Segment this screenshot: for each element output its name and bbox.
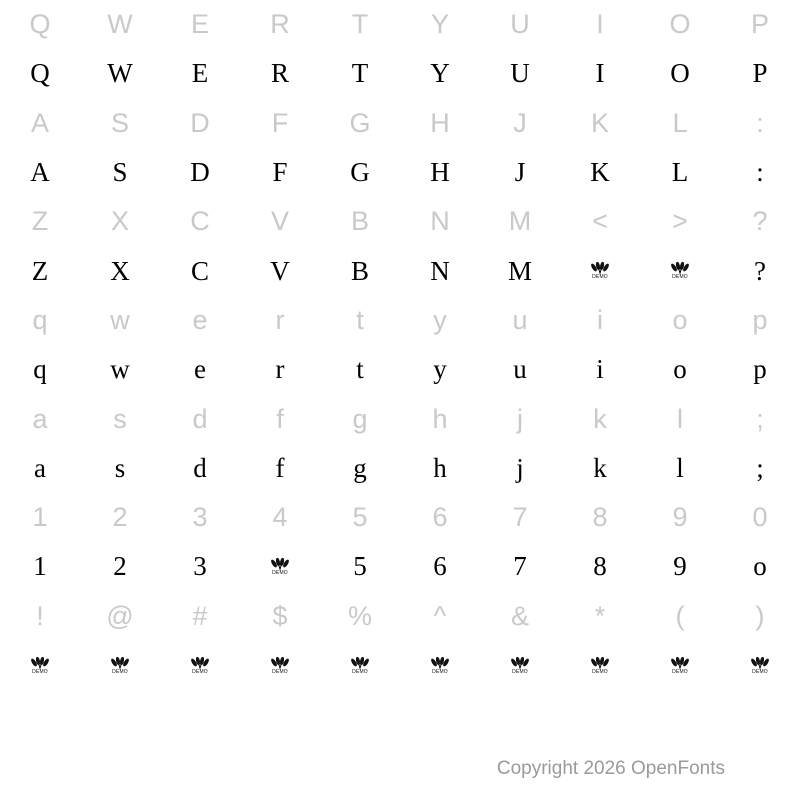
key-label-H: H	[430, 107, 450, 138]
glyph-sample-W: W	[107, 58, 133, 89]
key-label-#: #	[192, 600, 208, 631]
key-label-;: ;	[756, 403, 764, 434]
key-label-d: d	[192, 403, 208, 434]
key-label-(: (	[675, 600, 685, 631]
key-label-S: S	[110, 107, 129, 138]
glyph-sample-S: S	[112, 157, 128, 188]
demo-label: DEMO	[272, 570, 288, 577]
key-label->: >	[672, 206, 688, 237]
key-label-W: W	[107, 9, 133, 40]
glyph-sample-B: B	[350, 255, 369, 286]
glyph-sample-6: 6	[433, 551, 447, 582]
glyph-sample-R: R	[270, 58, 289, 89]
glyph-sample-s: s	[114, 452, 126, 483]
key-label-1: 1	[32, 502, 48, 533]
glyph-sample-E: E	[191, 58, 209, 89]
glyph-sample-y: y	[433, 354, 447, 385]
key-label-j: j	[517, 403, 523, 434]
glyph-sample-U: U	[510, 58, 530, 89]
key-label-y: y	[433, 304, 447, 335]
key-label-$: $	[272, 600, 288, 631]
key-label-?: ?	[752, 206, 768, 237]
demo-label: DEMO	[672, 274, 688, 281]
glyph-sample-G: G	[350, 157, 370, 188]
key-label-G: G	[349, 107, 371, 138]
key-label-X: X	[110, 206, 129, 237]
glyph-placeholder-demo	[560, 258, 640, 285]
glyph-sample-J: J	[514, 157, 526, 188]
glyph-sample-V: V	[270, 255, 290, 286]
key-label-u: u	[512, 304, 528, 335]
glyph-sample-7: 7	[513, 551, 527, 582]
key-label-K: K	[590, 107, 609, 138]
key-label-^: ^	[433, 600, 447, 631]
key-label-&: &	[510, 600, 529, 631]
key-label-l: l	[677, 403, 683, 434]
glyph-sample-?: ?	[754, 255, 766, 286]
key-label-h: h	[432, 403, 448, 434]
glyph-sample-a: a	[34, 452, 46, 483]
demo-label: DEMO	[512, 668, 528, 675]
demo-flower-icon	[189, 657, 211, 679]
demo-label: DEMO	[592, 668, 608, 675]
key-label-@: @	[106, 600, 134, 631]
glyph-sample-H: H	[430, 157, 450, 188]
key-label-Y: Y	[430, 9, 449, 40]
glyph-placeholder-demo	[640, 258, 720, 285]
glyph-placeholder-demo	[240, 652, 320, 679]
key-label-6: 6	[432, 502, 448, 533]
glyph-sample-F: F	[272, 157, 288, 188]
demo-label: DEMO	[32, 668, 48, 675]
key-label-f: f	[276, 403, 284, 434]
glyph-sample-f: f	[275, 452, 285, 483]
key-label-U: U	[510, 9, 530, 40]
glyph-placeholder-demo	[240, 553, 320, 580]
key-label-i: i	[597, 304, 603, 335]
key-label-o: o	[672, 304, 688, 335]
key-label-q: q	[32, 304, 48, 335]
glyph-sample-2: 2	[113, 551, 127, 582]
key-label-): )	[755, 600, 765, 631]
key-label-a: a	[32, 403, 48, 434]
glyph-placeholder-demo	[480, 652, 560, 679]
key-label-P: P	[750, 9, 769, 40]
key-label-Z: Z	[31, 206, 49, 237]
key-label-g: g	[352, 403, 368, 434]
glyph-sample-D: D	[190, 157, 210, 188]
glyph-placeholder-demo	[320, 652, 400, 679]
key-label-O: O	[669, 9, 691, 40]
glyph-sample-1: 1	[33, 551, 47, 582]
demo-flower-icon	[589, 262, 611, 284]
glyph-sample-X: X	[110, 255, 130, 286]
demo-flower-icon	[349, 657, 371, 679]
glyph-placeholder-demo	[0, 652, 80, 679]
key-label-:: :	[756, 107, 764, 138]
demo-flower-icon	[749, 657, 771, 679]
key-label-*: *	[594, 600, 606, 631]
glyph-sample-l: l	[676, 452, 684, 483]
glyph-sample-I: I	[595, 58, 605, 89]
glyph-sample-3: 3	[193, 551, 207, 582]
key-label-A: A	[30, 107, 49, 138]
glyph-sample-L: L	[671, 157, 689, 188]
glyph-sample-5: 5	[353, 551, 367, 582]
key-label-t: t	[356, 304, 364, 335]
glyph-sample-r: r	[275, 354, 285, 385]
key-label-E: E	[190, 9, 209, 40]
glyph-sample-o: o	[753, 551, 767, 582]
glyph-placeholder-demo	[160, 652, 240, 679]
demo-label: DEMO	[432, 668, 448, 675]
key-label-<: <	[592, 206, 608, 237]
demo-label: DEMO	[192, 668, 208, 675]
demo-label: DEMO	[752, 668, 768, 675]
glyph-sample-g: g	[353, 452, 367, 483]
key-label-0: 0	[752, 502, 768, 533]
footer	[0, 748, 800, 800]
glyph-sample-9: 9	[673, 551, 687, 582]
glyph-sample-N: N	[430, 255, 450, 286]
key-label-%: %	[347, 600, 372, 631]
key-label-2: 2	[112, 502, 128, 533]
glyph-sample-j: j	[516, 452, 524, 483]
demo-flower-icon	[29, 657, 51, 679]
glyph-sample-T: T	[351, 58, 369, 89]
key-label-D: D	[190, 107, 210, 138]
glyph-placeholder-demo	[720, 652, 800, 679]
glyph-sample-w: w	[110, 354, 130, 385]
key-label-Q: Q	[29, 9, 51, 40]
demo-flower-icon	[109, 657, 131, 679]
glyph-sample-8: 8	[593, 551, 607, 582]
glyph-sample-p: p	[753, 354, 767, 385]
glyph-sample-k: k	[593, 452, 607, 483]
key-label-T: T	[351, 9, 369, 40]
demo-flower-icon	[509, 657, 531, 679]
demo-label: DEMO	[672, 668, 688, 675]
glyph-sample-e: e	[194, 354, 206, 385]
glyph-sample-h: h	[433, 452, 447, 483]
key-label-9: 9	[672, 502, 688, 533]
glyph-sample-Z: Z	[31, 255, 49, 286]
demo-flower-icon	[429, 657, 451, 679]
glyph-sample-K: K	[590, 157, 610, 188]
glyph-sample-o: o	[673, 354, 687, 385]
glyph-sample-C: C	[190, 255, 209, 286]
glyph-sample-A: A	[30, 157, 50, 188]
key-label-5: 5	[352, 502, 368, 533]
key-label-B: B	[350, 206, 369, 237]
key-label-I: I	[596, 9, 604, 40]
key-label-3: 3	[192, 502, 208, 533]
glyph-sample-Y: Y	[430, 58, 450, 89]
demo-label: DEMO	[272, 668, 288, 675]
glyph-placeholder-demo	[640, 652, 720, 679]
key-label-r: r	[275, 304, 285, 335]
key-label-k: k	[593, 403, 607, 434]
key-label-7: 7	[512, 502, 528, 533]
glyph-sample-;: ;	[756, 452, 764, 483]
demo-label: DEMO	[592, 274, 608, 281]
key-label-s: s	[113, 403, 127, 434]
demo-flower-icon	[669, 262, 691, 284]
key-label-8: 8	[592, 502, 608, 533]
glyph-placeholder-demo	[80, 652, 160, 679]
key-label-N: N	[430, 206, 450, 237]
key-label-V: V	[270, 206, 289, 237]
glyph-sample-O: O	[670, 58, 690, 89]
key-label-w: w	[110, 304, 130, 335]
glyph-sample-u: u	[513, 354, 527, 385]
key-label-M: M	[508, 206, 532, 237]
glyph-sample-d: d	[193, 452, 207, 483]
glyph-sample-i: i	[596, 354, 604, 385]
glyph-placeholder-demo	[400, 652, 480, 679]
key-label-C: C	[190, 206, 210, 237]
key-label-e: e	[192, 304, 208, 335]
glyph-placeholder-demo	[560, 652, 640, 679]
glyph-sample-q: q	[33, 354, 47, 385]
demo-flower-icon	[269, 657, 291, 679]
demo-flower-icon	[589, 657, 611, 679]
key-label-p: p	[752, 304, 768, 335]
demo-flower-icon	[269, 558, 291, 580]
key-label-L: L	[672, 107, 688, 138]
key-label-F: F	[271, 107, 289, 138]
glyph-sample-Q: Q	[30, 58, 50, 89]
key-label-!: !	[36, 600, 44, 631]
glyph-sample-t: t	[356, 354, 364, 385]
glyph-sample-M: M	[507, 255, 532, 286]
glyph-sample-:: :	[756, 157, 764, 188]
key-label-R: R	[270, 9, 290, 40]
demo-label: DEMO	[352, 668, 368, 675]
key-label-J: J	[513, 107, 527, 138]
demo-label: DEMO	[112, 668, 128, 675]
key-label-4: 4	[272, 502, 288, 533]
demo-flower-icon	[669, 657, 691, 679]
glyph-sample-P: P	[752, 58, 768, 89]
copyright-text: Copyright 2026 OpenFonts	[496, 758, 725, 779]
